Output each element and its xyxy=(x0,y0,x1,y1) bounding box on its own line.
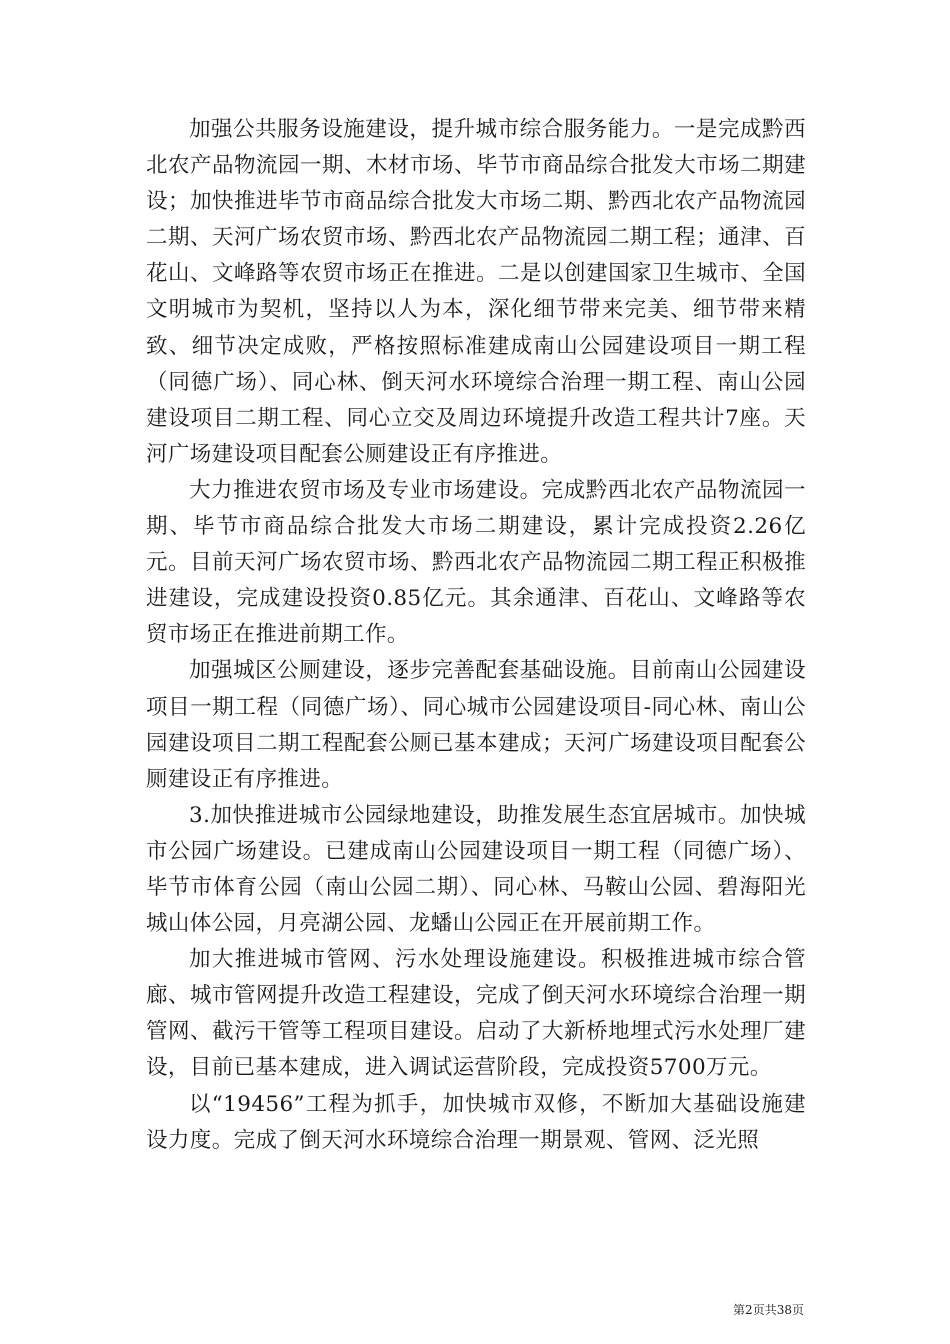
paragraph-parks: 3.加快推进城市公园绿地建设，助推发展生态宜居城市。加快城市公园广场建设。已建成南山公园建设项目一期工程（同德广场）、毕节市体育公园（南山公园二期）、同心林、马鞍山公园、碧海阳光城山体公园，月亮湖公园、龙蟠山公园正在开展前期工作。 xyxy=(146,802,806,937)
paragraph-public-service: 加强公共服务设施建设，提升城市综合服务能力。一是完成黔西北农产品物流园一期、木材市场、毕节市商品综合批发大市场二期建设；加快推进毕节市商品综合批发大市场二期、黔西北农产品物流园二期、天河广场农贸市场、黔西北农产品物流园二期工程；通津、百花山、文峰路等农贸市场正在推进。二是以创建国家卫生城市、全国文明城市为契机，坚持以人为本，深化细节带来完美、细节带来精致、细节决定成败，严格按照标准建成南山公园建设项目一期工程（同德广场）、同心林、倒天河水环境综合治理一期工程、南山公园建设项目二期工程、同心立交及周边环境提升改造工程共计7座。天河广场建设项目配套公厕建设正有序推进。 xyxy=(146,117,806,467)
paragraph-19456-project: 以“19456”工程为抓手，加快城市双修，不断加大基础设施建设力度。完成了倒天河水环境综合治理一期景观、管网、泛光照 xyxy=(146,1091,806,1153)
paragraph-pipe-network: 加大推进城市管网、污水处理设施建设。积极推进城市综合管廊、城市管网提升改造工程建设，完成了倒天河水环境综合治理一期管网、截污干管等工程项目建设。启动了大新桥地埋式污水处理厂建设，目前已基本建成，进入调试运营阶段，完成投资5700万元。 xyxy=(146,947,806,1081)
document-body xyxy=(146,112,806,1159)
footer-suffix: 页 xyxy=(791,1303,804,1317)
footer-prefix: 第 xyxy=(733,1303,746,1317)
paragraph-markets: 大力推进农贸市场及专业市场建设。完成黔西北农产品物流园一期、毕节市商品综合批发大市场二期建设，累计完成投资2.26亿元。目前天河广场农贸市场、黔西北农产品物流园二期工程正积极推进建设，完成建设投资0.85亿元。其余通津、百花山、文峰路等农贸市场正在推进前期工作。 xyxy=(146,477,806,648)
footer-middle: 页共 xyxy=(752,1303,777,1317)
paragraph-toilets: 加强城区公厕建设，逐步完善配套基础设施。目前南山公园建设项目一期工程（同德广场）、同心城市公园建设项目-同心林、南山公园建设项目二期工程配套公厕已基本建成；天河广场建设项目配套公厕建设正有序推进。 xyxy=(146,658,806,792)
page-number-footer xyxy=(733,1302,804,1318)
footer-current-page: 2 xyxy=(745,1303,753,1317)
footer-total-pages: 38 xyxy=(776,1303,792,1317)
